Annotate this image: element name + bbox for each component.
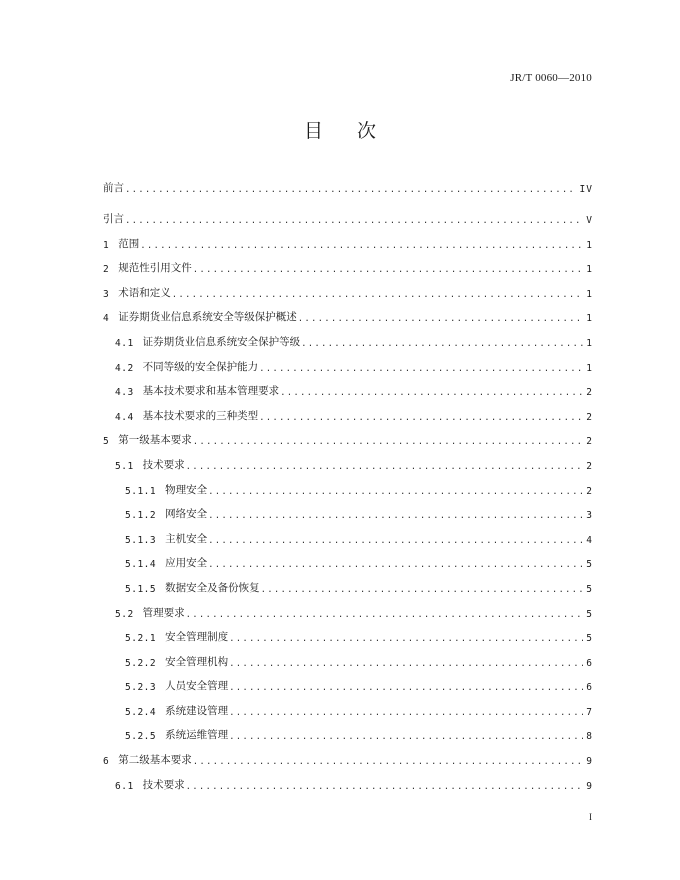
toc-dot-leader (208, 536, 583, 546)
toc-dot-leader (261, 585, 584, 595)
toc-entry[interactable] (103, 546, 593, 571)
document-code: JR/T 0060—2010 (510, 72, 592, 84)
toc-dot-leader (229, 732, 583, 742)
toc-dot-leader (193, 437, 584, 447)
toc-entry-number: 1 (103, 239, 110, 251)
toc-dot-leader (208, 511, 583, 521)
toc-entry-title: 网络安全 (165, 508, 208, 521)
toc-entry-page: 4 (586, 534, 593, 546)
toc-dot-leader (140, 241, 583, 251)
toc-entry[interactable] (103, 423, 593, 448)
toc-entry-number: 5 (103, 436, 110, 448)
toc-dot-leader (193, 265, 584, 275)
toc-entry-title: 规范性引用文件 (118, 262, 192, 275)
toc-dot-leader (229, 708, 583, 718)
toc-entry[interactable] (103, 693, 593, 718)
toc-dot-leader (301, 339, 583, 349)
toc-entry-page: 2 (586, 436, 593, 448)
toc-entry-page: 1 (586, 239, 593, 251)
toc-dot-leader (298, 314, 584, 324)
toc-entry-page: 5 (586, 633, 593, 645)
toc-entry[interactable] (103, 620, 593, 645)
toc-dot-leader (125, 185, 577, 195)
toc-entry-page: 8 (586, 731, 593, 743)
toc-entry-title: 系统建设管理 (165, 704, 229, 717)
page-number: I (589, 812, 592, 822)
toc-entry-page: 2 (586, 460, 593, 472)
toc-entry[interactable] (103, 521, 593, 546)
table-of-contents (103, 164, 593, 792)
toc-entry-title: 安全管理制度 (165, 631, 229, 644)
toc-entry-page: 5 (586, 608, 593, 620)
toc-entry[interactable] (103, 472, 593, 497)
toc-entry-page: 2 (586, 411, 593, 423)
toc-entry-page: 1 (586, 288, 593, 300)
toc-entry[interactable] (103, 447, 593, 472)
toc-dot-leader (186, 782, 584, 792)
toc-entry-number: 5.1.1 (125, 485, 157, 497)
toc-entry[interactable] (103, 275, 593, 300)
toc-dot-leader (125, 216, 583, 226)
toc-dot-leader (208, 487, 583, 497)
toc-entry-number: 6.1 (115, 780, 134, 792)
toc-entry[interactable] (103, 742, 593, 767)
toc-entry-title: 基本技术要求和基本管理要求 (142, 385, 280, 398)
toc-entry-number: 5.2 (115, 608, 134, 620)
toc-entry-title: 人员安全管理 (165, 680, 229, 693)
toc-entry[interactable] (103, 398, 593, 423)
toc-entry-number: 5.2.1 (125, 633, 157, 645)
toc-entry-page: V (586, 215, 593, 226)
toc-dot-leader (229, 659, 583, 669)
toc-entry[interactable] (103, 195, 593, 226)
toc-entry-number: 4.1 (115, 337, 134, 349)
toc-entry-title: 范围 (118, 237, 140, 250)
toc-entry-number: 4.4 (115, 411, 134, 423)
toc-entry[interactable] (103, 374, 593, 399)
toc-entry-title: 第一级基本要求 (118, 434, 192, 447)
toc-entry-number: 5.1.5 (125, 583, 157, 595)
toc-entry-title: 第二级基本要求 (118, 754, 192, 767)
toc-entry[interactable] (103, 718, 593, 743)
toc-dot-leader (259, 364, 583, 374)
toc-entry-title: 基本技术要求的三种类型 (142, 409, 259, 422)
toc-entry-page: 6 (586, 682, 593, 694)
page-title: 目 次 (303, 120, 391, 142)
toc-entry-number: 5.2.5 (125, 731, 157, 743)
toc-entry-page: 5 (586, 559, 593, 571)
toc-entry-number: 3 (103, 288, 110, 300)
toc-entry-title: 主机安全 (165, 532, 208, 545)
toc-entry-page: 2 (586, 387, 593, 399)
toc-entry[interactable] (103, 595, 593, 620)
toc-entry-page: 5 (586, 583, 593, 595)
toc-dot-leader (280, 388, 583, 398)
toc-entry-number: 5.1.2 (125, 510, 157, 522)
toc-entry-page: 1 (586, 313, 593, 325)
toc-entry-page: 1 (586, 337, 593, 349)
toc-entry-page: 9 (586, 780, 593, 792)
toc-entry-title: 不同等级的安全保护能力 (142, 360, 259, 373)
toc-entry[interactable] (103, 300, 593, 325)
toc-entry-page: 1 (586, 264, 593, 276)
toc-entry-page: 3 (586, 510, 593, 522)
toc-entry[interactable] (103, 324, 593, 349)
toc-entry-page: 9 (586, 756, 593, 768)
toc-entry-title: 安全管理机构 (165, 655, 229, 668)
toc-dot-leader (186, 462, 584, 472)
toc-entry-title: 前言 (103, 182, 124, 194)
toc-entry-title: 技术要求 (142, 778, 185, 791)
toc-entry[interactable] (103, 644, 593, 669)
toc-entry-page: IV (579, 184, 593, 195)
toc-entry-title: 应用安全 (165, 557, 208, 570)
toc-entry[interactable] (103, 669, 593, 694)
toc-entry[interactable] (103, 570, 593, 595)
toc-dot-leader (259, 413, 583, 423)
toc-entry-title: 证券期货业信息系统安全等级保护概述 (118, 311, 297, 324)
toc-entry-title: 技术要求 (142, 458, 185, 471)
toc-entry-page: 1 (586, 362, 593, 374)
toc-entry-title: 证券期货业信息系统安全保护等级 (142, 335, 301, 348)
toc-dot-leader (193, 757, 584, 767)
toc-dot-leader (229, 683, 583, 693)
toc-entry-number: 5.1 (115, 460, 134, 472)
toc-entry-title: 引言 (103, 213, 124, 225)
toc-entry-title: 管理要求 (142, 606, 185, 619)
toc-entry-number: 6 (103, 756, 110, 768)
toc-entry-number: 4.3 (115, 387, 134, 399)
toc-dot-leader (208, 560, 583, 570)
toc-entry[interactable] (103, 226, 593, 251)
toc-entry-number: 5.2.2 (125, 657, 157, 669)
toc-dot-leader (229, 634, 583, 644)
toc-entry-number: 5.1.3 (125, 534, 157, 546)
toc-entry-title: 术语和定义 (118, 286, 171, 299)
toc-entry[interactable] (103, 349, 593, 374)
toc-entry-title: 数据安全及备份恢复 (165, 581, 260, 594)
toc-dot-leader (172, 290, 584, 300)
toc-entry-title: 物理安全 (165, 483, 208, 496)
toc-entry[interactable] (103, 251, 593, 276)
toc-entry-number: 4 (103, 313, 110, 325)
toc-entry-page: 7 (586, 706, 593, 718)
toc-entry[interactable] (103, 497, 593, 522)
toc-entry-number: 5.1.4 (125, 559, 157, 571)
toc-entry-number: 2 (103, 264, 110, 276)
toc-entry-number: 4.2 (115, 362, 134, 374)
toc-entry-page: 6 (586, 657, 593, 669)
toc-dot-leader (186, 610, 584, 620)
toc-entry-title: 系统运维管理 (165, 729, 229, 742)
toc-entry-number: 5.2.4 (125, 706, 157, 718)
toc-entry[interactable] (103, 767, 593, 792)
toc-entry-number: 5.2.3 (125, 682, 157, 694)
toc-entry-page: 2 (586, 485, 593, 497)
toc-entry[interactable] (103, 164, 593, 195)
